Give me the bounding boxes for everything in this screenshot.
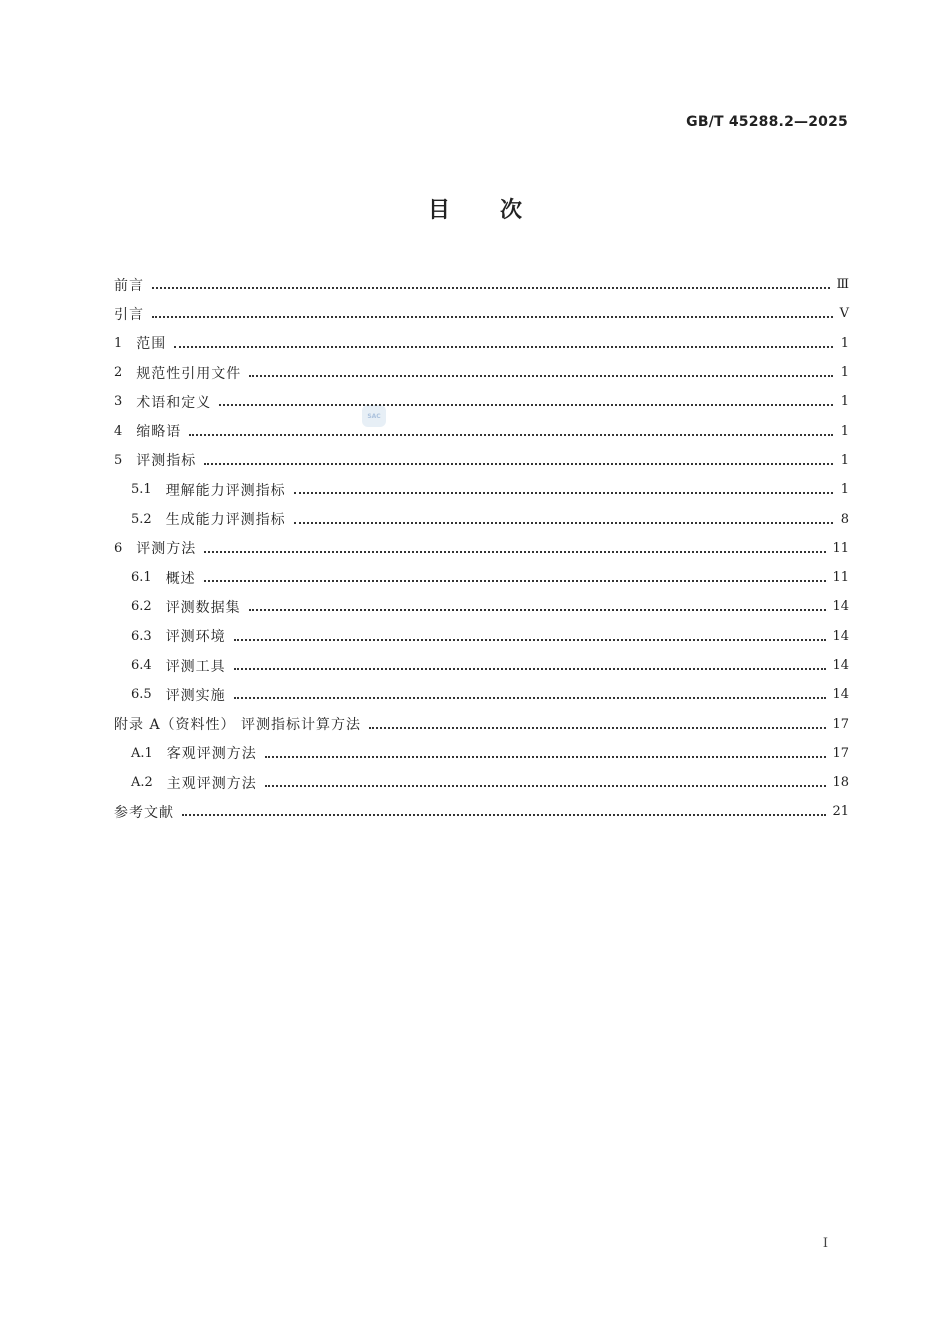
toc-dot-leader	[234, 638, 827, 641]
toc-entry-page: 8	[840, 511, 849, 527]
toc-entry-page: 14	[832, 628, 849, 644]
toc-entry-page: 1	[840, 394, 849, 410]
toc-entry[interactable]	[114, 504, 849, 533]
toc-entry-number: 4	[114, 423, 123, 439]
toc-entry-label: 评测环境	[165, 629, 226, 646]
toc-entry-number: 5.1	[131, 482, 152, 498]
toc-entry-label: 术语和定义	[136, 394, 212, 411]
toc-entry-page: Ⅴ	[839, 306, 849, 322]
toc-entry-number: 6.4	[131, 658, 152, 673]
toc-entry-page: 1	[840, 482, 849, 498]
standard-code: GB/T 45288.2—2025	[686, 114, 848, 130]
toc-entry-number: 5	[114, 452, 123, 468]
toc-entry-label: 客观评测方法	[166, 746, 257, 763]
toc-entry[interactable]	[114, 739, 849, 768]
toc-entry[interactable]	[114, 358, 849, 387]
toc-entry-label: 评测方法	[136, 541, 197, 558]
toc-entry-number: A.1	[131, 745, 153, 761]
toc-dot-leader	[152, 315, 833, 318]
toc-entry-number: 6.5	[131, 687, 152, 703]
toc-dot-leader	[182, 813, 826, 816]
toc-entry-label: 参考文献	[114, 804, 174, 821]
sac-watermark-logo: SAC	[362, 405, 386, 427]
toc-entry[interactable]	[114, 446, 849, 475]
toc-dot-leader	[234, 667, 827, 670]
toc-entry[interactable]	[114, 768, 849, 797]
toc-entry-page: 1	[840, 365, 849, 381]
toc-entry-label: 生成能力评测指标	[165, 512, 286, 529]
toc-entry-number: 6	[114, 540, 123, 556]
toc-entry[interactable]	[114, 270, 849, 299]
toc-entry-label: 缩略语	[136, 424, 182, 441]
toc-entry-label: 附录 A（资料性） 评测指标计算方法	[114, 717, 362, 734]
toc-entry-label: 评测数据集	[165, 599, 241, 616]
toc-dot-leader	[189, 433, 833, 436]
toc-entry-number: 1	[114, 335, 123, 351]
toc-entry-label: 评测指标	[136, 453, 197, 470]
toc-entry-page: 11	[832, 570, 849, 586]
toc-entry-label: 范围	[136, 336, 167, 353]
toc-entry-number: 5.2	[131, 511, 152, 527]
toc-entry-number: 6.2	[131, 599, 152, 615]
toc-entry-label: 规范性引用文件	[136, 365, 242, 382]
toc-entry[interactable]	[114, 475, 849, 504]
toc-entry-label: 评测工具	[165, 658, 226, 675]
toc-dot-leader	[152, 286, 830, 289]
toc-entry-label: 理解能力评测指标	[165, 482, 286, 499]
toc-entry-page: Ⅲ	[836, 277, 849, 293]
toc-entry[interactable]	[114, 329, 849, 358]
toc-dot-leader	[204, 579, 827, 582]
toc-entry-page: 17	[832, 745, 849, 761]
toc-dot-leader	[204, 462, 833, 465]
toc-title: 目次	[427, 198, 572, 223]
toc-entry-label: 引言	[114, 306, 144, 323]
toc-entry-page: 14	[832, 599, 849, 615]
toc-entry-number: 3	[114, 394, 123, 410]
toc-entry-label: 概述	[165, 570, 196, 587]
toc-dot-leader	[265, 784, 827, 787]
toc-entry[interactable]	[114, 534, 849, 563]
toc-entry-label: 评测实施	[165, 687, 226, 704]
toc-entry[interactable]	[114, 797, 849, 826]
toc-entry[interactable]	[114, 651, 849, 680]
toc-entry-number: A.2	[131, 775, 153, 791]
toc-entry-page: 14	[832, 687, 849, 703]
toc-entry[interactable]	[114, 680, 849, 709]
toc-entry-page: 1	[840, 335, 849, 351]
toc-dot-leader	[369, 726, 826, 729]
toc-dot-leader	[294, 521, 833, 524]
toc-entry[interactable]	[114, 622, 849, 651]
toc-entry-page: 11	[832, 540, 849, 556]
toc-dot-leader	[234, 696, 827, 699]
toc-dot-leader	[249, 608, 827, 611]
toc-entry-number: 2	[114, 365, 123, 381]
toc-entry-page: 1	[840, 423, 849, 439]
toc-entry-number: 6.3	[131, 628, 152, 644]
toc-entry[interactable]	[114, 592, 849, 621]
toc-entry[interactable]	[114, 709, 849, 738]
toc-entry-page: 14	[832, 658, 849, 673]
toc-entry-page: 21	[832, 804, 849, 820]
toc-entry-label: 前言	[114, 277, 144, 294]
toc-dot-leader	[294, 491, 833, 494]
toc-dot-leader	[249, 374, 833, 377]
toc-entry-page: 1	[840, 452, 849, 468]
toc-entry-page: 18	[832, 775, 849, 791]
toc-entry[interactable]	[114, 416, 849, 445]
toc-dot-leader	[219, 403, 833, 406]
toc-entry-page: 17	[832, 716, 849, 732]
toc-entry-number: 6.1	[131, 570, 152, 586]
toc-entry-label: 主观评测方法	[166, 775, 257, 792]
toc-entry[interactable]	[114, 563, 849, 592]
toc-entry[interactable]	[114, 387, 849, 416]
toc-dot-leader	[204, 550, 826, 553]
toc-entry[interactable]	[114, 299, 849, 328]
toc-dot-leader	[265, 755, 827, 758]
toc-dot-leader	[174, 345, 833, 348]
table-of-contents	[114, 270, 849, 827]
page-number: I	[822, 1236, 828, 1251]
